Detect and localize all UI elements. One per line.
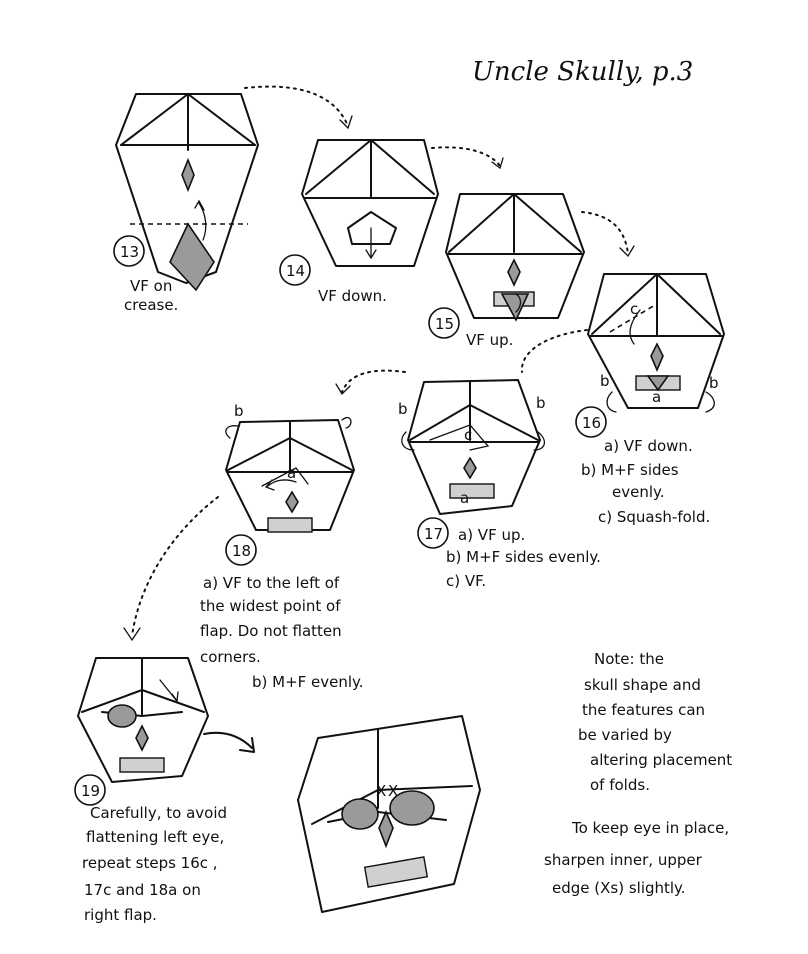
note-line-4: be varied by <box>578 726 672 744</box>
flow-arrow-17-18 <box>342 371 405 392</box>
step-18-label-a: a <box>287 464 297 482</box>
step-14-number: 14 <box>286 262 306 280</box>
step-19-number: 19 <box>81 782 101 800</box>
flow-arrow-18-19 <box>132 497 218 636</box>
step-17-label-c: c <box>464 426 473 444</box>
step-16-label-b-left: b <box>600 372 610 390</box>
step-15-text-line-1: VF up. <box>466 331 514 349</box>
step-13-number: 13 <box>120 243 140 261</box>
step-16-label-a: a <box>652 388 662 406</box>
flow-arrow-14-15 <box>432 147 500 166</box>
finished-skull-figure <box>298 716 480 912</box>
step-18-text-line-5: b) M+F evenly. <box>252 673 364 691</box>
result-arrow <box>204 733 254 752</box>
note-line-6: of folds. <box>590 776 650 794</box>
step-17-label-b-right: b <box>536 394 546 412</box>
step-18-text-line-3: flap. Do not flatten <box>200 622 342 640</box>
step-16-text-line-3: evenly. <box>612 483 665 501</box>
note-line-1: Note: the <box>594 650 664 668</box>
step-13-text-line-2: crease. <box>124 296 179 314</box>
step-19-text-line-4: 17c and 18a on <box>84 881 201 899</box>
final-mark-x-right: X <box>388 782 399 800</box>
step-18-text-line-4: corners. <box>200 648 261 666</box>
step-16-text-line-4: c) Squash-fold. <box>598 508 711 526</box>
step-19-text-line-3: repeat steps 16c , <box>82 854 218 872</box>
step-14-figure <box>302 140 438 266</box>
step-16-label-c: c <box>630 300 639 318</box>
step-17-text-line-2: b) M+F sides evenly. <box>446 548 601 566</box>
final-text-line-3: edge (Xs) slightly. <box>552 879 686 897</box>
arrowhead-17-18 <box>336 384 350 394</box>
step-19-figure <box>78 658 208 782</box>
step-18-text-line-2: the widest point of <box>200 597 341 615</box>
final-text-line-1: To keep eye in place, <box>572 819 730 837</box>
step-17-label-b-left: b <box>398 400 408 418</box>
step-16-text-line-1: a) VF down. <box>604 437 693 455</box>
note-line-3: the features can <box>582 701 706 719</box>
step-19-text-line-1: Carefully, to avoid <box>90 804 228 822</box>
step-19-text-line-5: right flap. <box>84 906 157 924</box>
flow-arrow-15-16 <box>582 212 628 254</box>
step-18-label-b: b <box>234 402 244 420</box>
step-16-label-b-right: b <box>709 374 719 392</box>
step-16-text-line-2: b) M+F sides <box>581 461 679 479</box>
step-18-text-line-1: a) VF to the left of <box>203 574 340 592</box>
flow-arrow-13-14 <box>245 87 348 126</box>
note-line-5: altering placement <box>590 751 733 769</box>
step-17-number: 17 <box>424 525 444 543</box>
note-line-2: skull shape and <box>584 676 701 694</box>
step-17-text-line-3: c) VF. <box>446 572 487 590</box>
step-16-number: 16 <box>582 414 602 432</box>
step-17-label-a: a <box>460 489 470 507</box>
flow-arrow-16-17 <box>522 330 587 372</box>
page-title: Uncle Skully, p.3 <box>472 57 694 87</box>
step-14-text-line-1: VF down. <box>318 287 387 305</box>
final-mark-x-left: X <box>376 782 387 800</box>
step-18-number: 18 <box>232 542 252 560</box>
step-19-text-line-2: flattening left eye, <box>86 828 225 846</box>
step-13-text-line-1: VF on <box>130 277 173 295</box>
step-15-figure <box>446 194 584 320</box>
final-text-line-2: sharpen inner, upper <box>544 851 702 869</box>
step-17-figure <box>402 380 545 514</box>
step-15-number: 15 <box>435 315 455 333</box>
step-17-text-line-1: a) VF up. <box>458 526 526 544</box>
